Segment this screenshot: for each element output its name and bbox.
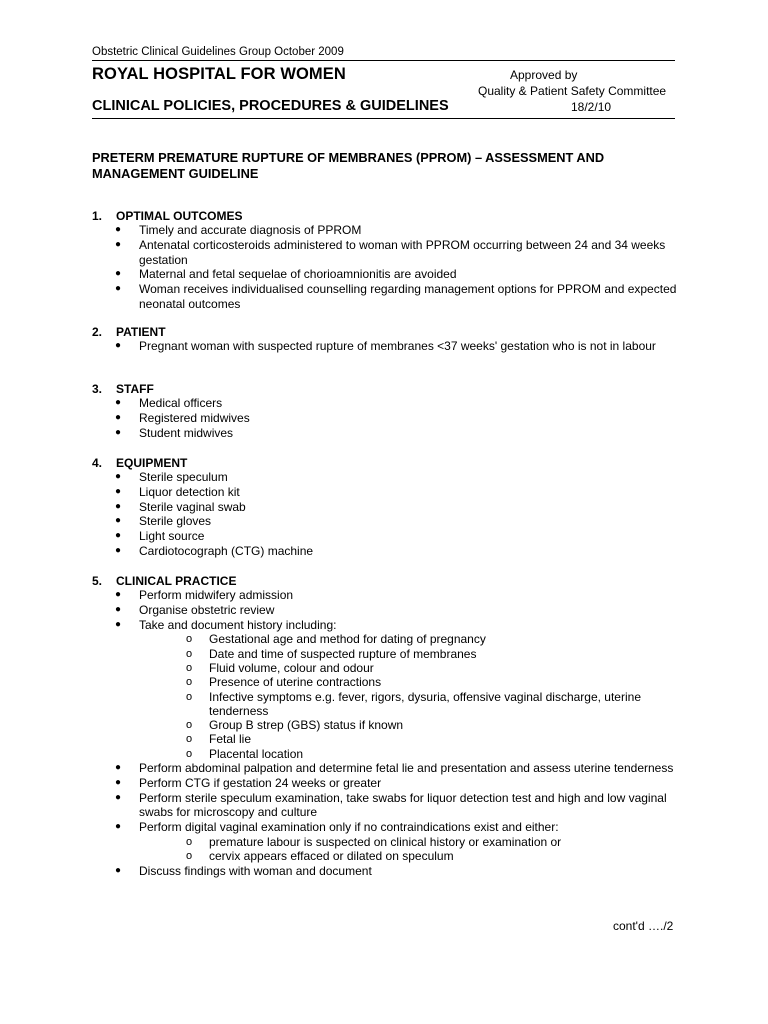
bullet-icon: ● bbox=[115, 283, 122, 295]
bullet-icon: ● bbox=[115, 544, 122, 556]
sub-list-item: o cervix appears effaced or dilated on speculum bbox=[186, 849, 454, 864]
bullet-icon: ● bbox=[115, 530, 122, 542]
list-item: ● Cardiotocograph (CTG) machine bbox=[115, 543, 314, 558]
sub-list-item: o Presence of uterine contractions bbox=[186, 675, 382, 690]
bullet-icon: ● bbox=[115, 224, 122, 235]
bullet-icon: ● bbox=[115, 485, 122, 497]
sub-list-item: o Fetal lie bbox=[186, 732, 252, 747]
bullet-icon: ● bbox=[115, 340, 122, 351]
list-item: ● Antenatal corticosteroids administered to woman with PPROM occurring between 24 and 34 weeks gestation bbox=[115, 237, 666, 267]
list-item: ● Timely and accurate diagnosis of PPROM bbox=[115, 223, 362, 237]
bullet-icon: ● bbox=[115, 776, 122, 788]
list-item: ● Light source bbox=[115, 529, 205, 544]
section-number: 1. bbox=[92, 209, 103, 223]
approved-by: Approved by bbox=[510, 68, 578, 82]
bullet-icon: ● bbox=[115, 238, 122, 250]
hospital-name: ROYAL HOSPITAL FOR WOMEN bbox=[92, 65, 346, 83]
bullet-icon: ● bbox=[115, 864, 122, 876]
section-heading: STAFF bbox=[116, 382, 154, 396]
section-number: 3. bbox=[92, 382, 103, 396]
circle-bullet-icon: o bbox=[186, 719, 193, 732]
list-item: ● Perform digital vaginal examination only if no contraindications exist and either: o premature labour is suspected on clinical history or examination or o cervix appears effaced or dilated on speculum bbox=[92, 820, 679, 863]
section-heading: PATIENT bbox=[116, 325, 166, 339]
list-item: ● Liquor detection kit bbox=[115, 484, 240, 499]
bullet-icon: ● bbox=[115, 500, 122, 512]
list-item: ● Registered midwives bbox=[115, 410, 250, 425]
sub-list-item: o Group B strep (GBS) status if known bbox=[186, 718, 404, 733]
group-note: Obstetric Clinical Guidelines Group October 2009 bbox=[92, 46, 344, 58]
circle-bullet-icon: o bbox=[186, 850, 193, 863]
continued-note: cont'd …./2 bbox=[613, 919, 674, 933]
circle-bullet-icon: o bbox=[186, 836, 193, 849]
list-item: ● Sterile gloves bbox=[115, 514, 212, 529]
list-item: ● Sterile vaginal swab bbox=[115, 499, 246, 514]
list-item: ● Maternal and fetal sequelae of chorioamnionitis are avoided bbox=[115, 267, 457, 282]
bullet-icon: ● bbox=[115, 589, 122, 600]
sub-list-item: o Fluid volume, colour and odour bbox=[186, 660, 374, 675]
section-clinical-practice bbox=[92, 574, 682, 878]
circle-bullet-icon: o bbox=[186, 733, 193, 746]
section-staff bbox=[92, 382, 682, 440]
approving-committee: Quality & Patient Safety Committee bbox=[478, 84, 667, 98]
sub-list-item: o premature labour is suspected on clinical history or examination or bbox=[186, 835, 562, 850]
bullet-icon: ● bbox=[115, 471, 122, 482]
list-item: ● Organise obstetric review bbox=[115, 602, 275, 617]
section-optimal-outcomes bbox=[92, 209, 682, 312]
policies-heading: CLINICAL POLICIES, PROCEDURES & GUIDELINES bbox=[92, 98, 449, 114]
list-item: ● Medical officers bbox=[115, 396, 223, 410]
list-item: ● Perform sterile speculum examination, take swabs for liquor detection test and high and low vaginal swabs for microscopy and culture bbox=[115, 790, 667, 820]
list-item: ● Discuss findings with woman and document bbox=[115, 863, 372, 878]
document-title: PRETERM PREMATURE RUPTURE OF MEMBRANES (PPROM) – ASSESSMENT AND MANAGEMENT GUIDELINE bbox=[92, 150, 605, 181]
bullet-icon: ● bbox=[115, 397, 122, 408]
bullet-icon: ● bbox=[115, 618, 122, 630]
sub-list-item: o Placental location bbox=[186, 746, 304, 761]
sub-list-item: o Gestational age and method for dating of pregnancy bbox=[186, 632, 486, 647]
section-number: 4. bbox=[92, 456, 103, 470]
section-patient bbox=[92, 325, 682, 354]
circle-bullet-icon: o bbox=[186, 676, 193, 689]
list-item: ● Student midwives bbox=[115, 425, 234, 440]
approval-date: 18/2/10 bbox=[571, 100, 612, 114]
circle-bullet-icon: o bbox=[186, 661, 193, 674]
list-item: ● Perform abdominal palpation and determine fetal lie and presentation and assess uterine tenderness bbox=[115, 761, 674, 776]
circle-bullet-icon: o bbox=[186, 633, 193, 646]
circle-bullet-icon: o bbox=[186, 747, 193, 760]
list-item: ● Pregnant woman with suspected rupture of membranes <37 weeks' gestation who is not in labour bbox=[115, 339, 656, 353]
list-item: ● Perform CTG if gestation 24 weeks or greater bbox=[115, 775, 382, 790]
bullet-icon: ● bbox=[115, 762, 122, 774]
bullet-icon: ● bbox=[115, 791, 122, 803]
list-item: ● Take and document history including: o Gestational age and method for dating of pregnancy o Date and time of suspected rupture of membranes o Fluid volume, colour and odour o Presence of uterine contractions o Infective symptoms e.g. fever, rigors, dysuria, offensive vaginal discharge, uterine tenderness o Group B strep (GBS) status if known o Fetal lie o Placental location bbox=[92, 618, 679, 761]
bullet-icon: ● bbox=[115, 426, 122, 438]
bullet-icon: ● bbox=[115, 603, 122, 615]
section-heading: CLINICAL PRACTICE bbox=[116, 574, 237, 588]
bullet-icon: ● bbox=[115, 411, 122, 423]
list-item: ● Woman receives individualised counselling regarding management options for PPROM and expected neonatal outcomes bbox=[115, 282, 677, 311]
bullet-icon: ● bbox=[115, 515, 122, 527]
header-rule bbox=[92, 60, 675, 61]
bullet-icon: ● bbox=[115, 821, 122, 833]
list-item: ● Perform midwifery admission bbox=[115, 588, 294, 602]
section-equipment bbox=[92, 456, 682, 559]
bullet-icon: ● bbox=[115, 268, 122, 280]
list-item: ● Sterile speculum bbox=[115, 470, 228, 484]
section-number: 5. bbox=[92, 574, 103, 588]
section-number: 2. bbox=[92, 325, 103, 339]
section-heading: EQUIPMENT bbox=[116, 456, 188, 470]
circle-bullet-icon: o bbox=[186, 690, 193, 703]
section-heading: OPTIMAL OUTCOMES bbox=[116, 209, 243, 223]
circle-bullet-icon: o bbox=[186, 647, 193, 660]
sub-list-item: o Date and time of suspected rupture of membranes bbox=[186, 646, 477, 661]
header-rule-bottom bbox=[92, 118, 675, 119]
sub-list-item: o Infective symptoms e.g. fever, rigors, dysuria, offensive vaginal discharge, uterine tenderness bbox=[186, 689, 641, 718]
